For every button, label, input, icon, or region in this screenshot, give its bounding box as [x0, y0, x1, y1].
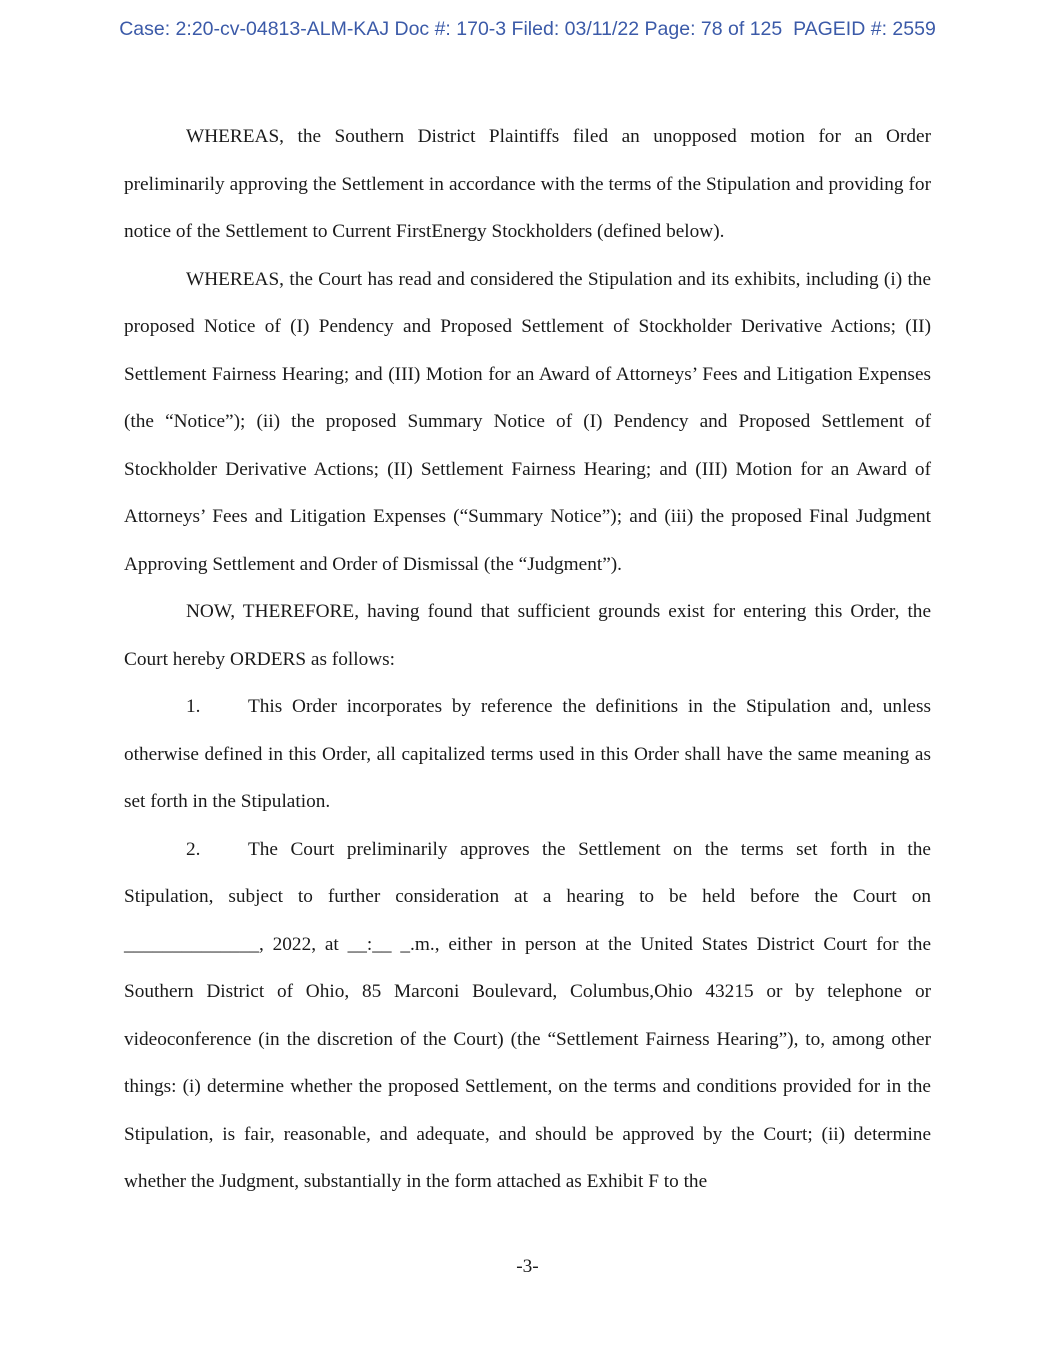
paragraph-number: 1.: [186, 696, 201, 717]
page-number: -3-: [516, 1256, 539, 1277]
now-therefore-paragraph: NOW, THEREFORE, having found that sufficient grounds exist for entering this Order, the Court hereby ORDERS as follows:: [124, 601, 931, 670]
case-header: Case: 2:20-cv-04813-ALM-KAJ Doc #: 170-3 Filed: 03/11/22 Page: 78 of 125 PAGEID #: 2559: [119, 18, 936, 40]
paragraph-text: The Court preliminarily approves the Settlement on the terms set forth in the Stipulation, subject to further consideration at a hearing to be held before the Court on ______________, 2022, at __:__ _.m., either in person at the United States District Court for the Southern District of Ohio, 85 Marconi Boulevard, Columbus,Ohio 43215 or by telephone or videoconference (in the discretion of the Court) (the “Settlement Fairness Hearing”), to, among other things: (i) determine whether the proposed Settlement, on the terms and conditions provided for in the Stipulation, is fair, reasonable, and adequate, and should be approved by the Court; (ii) determine whether the Judgment, substantially in the form attached as Exhibit F to the: [124, 838, 931, 1192]
document-body: [124, 113, 931, 1206]
paragraph-text: This Order incorporates by reference the definitions in the Stipulation and, unless otherwise defined in this Order, all capitalized terms used in this Order shall have the same meaning as set forth in the Stipulation.: [124, 696, 931, 812]
paragraph-number: 2.: [186, 838, 201, 860]
numbered-paragraph-2: [124, 826, 931, 1206]
numbered-paragraph-1: [124, 683, 931, 826]
whereas-motion-paragraph: WHEREAS, the Southern District Plaintiffs filed an unopposed motion for an Order preliminarily approving the Settlement in accordance with the terms of the Stipulation and providing for notice of the Settlement to Current FirstEnergy Stockholders (defined below).: [124, 126, 931, 242]
whereas-court-paragraph: WHEREAS, the Court has read and considered the Stipulation and its exhibits, including (i) the proposed Notice of (I) Pendency and Proposed Settlement of Stockholder Derivative Actions; (II) Settlement Fairness Hearing; and (III) Motion for an Award of Attorneys’ Fees and Litigation Expenses (the “Notice”); (ii) the proposed Summary Notice of (I) Pendency and Proposed Settlement of Stockholder Derivative Actions; (II) Settlement Fairness Hearing; and (III) Motion for an Award of Attorneys’ Fees and Litigation Expenses (“Summary Notice”); and (iii) the proposed Final Judgment Approving Settlement and Order of Dismissal (the “Judgment”).: [124, 268, 931, 575]
